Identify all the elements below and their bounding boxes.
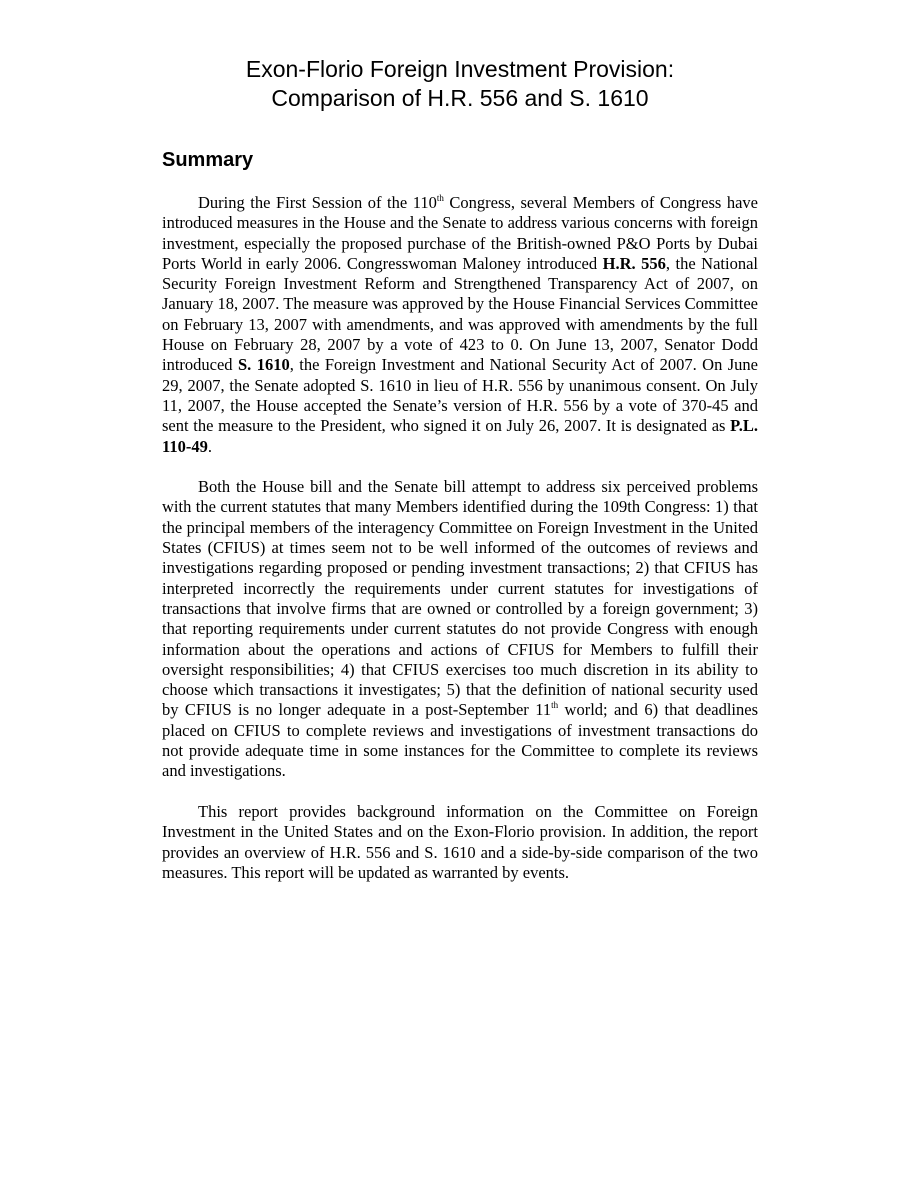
section-heading-summary: Summary	[162, 149, 254, 171]
p2-text-2: world; and 6) that deadlines placed on CFIUS to complete reviews and investigations of investment transactions do not provide adequate time in some instances for the Committee to complete its reviews and investigations.	[162, 700, 758, 781]
p1-bill-hr556: H.R. 556	[602, 253, 666, 273]
p1-superscript: th	[436, 192, 444, 203]
p2-superscript: th	[551, 699, 559, 710]
summary-body	[162, 193, 758, 903]
summary-paragraph-3	[162, 802, 758, 883]
p1-text-1: During the First Session of the 110	[198, 193, 437, 212]
p1-bill-s1610: S. 1610	[237, 355, 290, 375]
p1-text-3: , the National Security Foreign Investment Reform and Strengthened Transparency Act of 2007, on January 18, 2007. The measure was approved by the House Financial Services Committee on February 13, 2007 with amendments, and was approved with amendments by the full House on February 28, 2007 by a vote of 423 to 0. On June 13, 2007, Senator Dodd introduced	[162, 253, 758, 375]
p1-text-4: , the Foreign Investment and National Security Act of 2007. On June 29, 2007, the Senate adopted S. 1610 in lieu of H.R. 556 by unanimous consent. On July 11, 2007, the House accepted the Senate’s version of H.R. 556 by a vote of 370-45 and sent the measure to the President, who signed it on July 26, 2007. It is designated as	[162, 355, 758, 436]
summary-paragraph-2	[162, 477, 758, 781]
report-title	[160, 55, 760, 113]
p3-text: This report provides background information on the Committee on Foreign Investment in the United States and on the Exon-Florio provision. In addition, the report provides an overview of H.R. 556 and S. 1610 and a side-by-side comparison of the two measures. This report will be updated as warranted by events.	[162, 801, 758, 882]
p1-public-law: P.L. 110-49	[162, 416, 758, 456]
p1-text-2: Congress, several Members of Congress have introduced measures in the House and the Senate to address various concerns with foreign investment, especially the proposed purchase of the British-owned P&O Ports by Dubai Ports World in early 2006. Congresswoman Maloney introduced	[162, 193, 758, 273]
summary-paragraph-1	[162, 193, 758, 457]
title-line-2: Comparison of H.R. 556 and S. 1610	[271, 85, 649, 111]
p1-text-5: .	[207, 436, 212, 456]
p2-text-1: Both the House bill and the Senate bill attempt to address six perceived problems with the current statutes that many Members identified during the 109th Congress: 1) that the principal members of the interagency Committee on Foreign Investment in the United States (CFIUS) at times seem not to be well informed of the outcomes of reviews and investigations regarding proposed or pending investment transactions; 2) that CFIUS has interpreted incorrectly the requirements under current statutes for investigations of transactions that involve firms that are owned or controlled by a foreign government; 3) that reporting requirements under current statutes do not provide Congress with enough information about the operations and actions of CFIUS for Members to fulfill their oversight responsibilities; 4) that CFIUS exercises too much discretion in its ability to choose which transactions it investigates; 5) that the definition of national security used by CFIUS is no longer adequate in a post-September 11	[162, 477, 758, 720]
title-line-1: Exon-Florio Foreign Investment Provision:	[245, 56, 675, 82]
